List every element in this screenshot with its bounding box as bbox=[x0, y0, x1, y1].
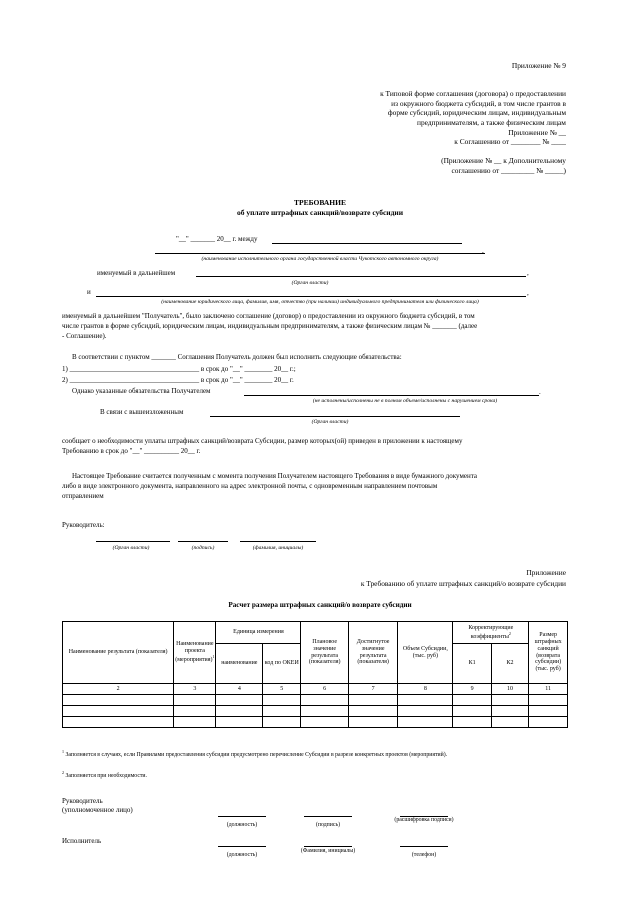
signature-line bbox=[178, 541, 228, 542]
col-number: 8 bbox=[398, 684, 453, 695]
header-block bbox=[320, 89, 566, 147]
date-line: "__" _______ 20__ г. между bbox=[176, 235, 258, 243]
col-number: 6 bbox=[301, 684, 348, 695]
paragraph-line: Требованию в срок до "__" __________ 20__ г. bbox=[62, 447, 201, 456]
col-number: 5 bbox=[263, 684, 301, 695]
hereinafter-label: именуемый в дальнейшем bbox=[97, 269, 176, 277]
signature-line bbox=[218, 846, 266, 847]
th-planned: Плановое значение результата (показателя) bbox=[301, 622, 348, 684]
table-row bbox=[63, 706, 568, 717]
paragraph-line: отправлением bbox=[62, 492, 104, 501]
col-number: 9 bbox=[453, 684, 491, 695]
not-fulfilled-label: Однако указанные обязательства Получателем bbox=[72, 387, 211, 395]
col-number: 11 bbox=[529, 684, 568, 695]
page-title: ТРЕБОВАНИЕ bbox=[294, 198, 346, 207]
table-row bbox=[63, 695, 568, 706]
bottom-head-block bbox=[62, 797, 133, 816]
signature-line bbox=[400, 846, 448, 847]
caption-recipient: (наименование юридического лица, фамилия, имя, отчество (при наличии) индивидуального предпринимателя или физического лица) bbox=[161, 299, 479, 305]
appendix-label: Приложение № 9 bbox=[511, 61, 566, 70]
col-number: 10 bbox=[491, 684, 528, 695]
paragraph-line: числе грантов в форме субсидий, юридическим лицам, индивидуальным предпринимателям, а также физическим лицам № _______ (далее bbox=[62, 322, 478, 331]
sig-caption: (подпись) bbox=[191, 545, 215, 551]
th-result: Наименование результата (показателя) bbox=[63, 622, 174, 684]
th-unit-name: наименование bbox=[216, 644, 263, 684]
annex-ref: к Требованию об уплате штрафных санкций/о возврате субсидии bbox=[360, 579, 566, 588]
paragraph-line: - Соглашение). bbox=[62, 332, 107, 341]
th-project: Наименование проекта (мероприятия)$^1$ bbox=[174, 622, 216, 684]
header-line: к Соглашению от ________ № ____ bbox=[454, 137, 566, 147]
paragraph-line: либо в виде электронного документа, направленного на адрес электронной почты, с одновременным направлением почтовым bbox=[62, 482, 438, 491]
caption-authority-name: (наименование исполнительного органа государственной власти Чукотского автономного округа) bbox=[201, 256, 439, 262]
obligation-2: 2) _____________________________________ в срок до "__" ________ 20__ г. bbox=[62, 376, 294, 384]
signature-line bbox=[240, 541, 316, 542]
bottom-head-sublabel: (уполномоченное лицо) bbox=[62, 806, 133, 815]
caption-authority-2: (Орган власти) bbox=[311, 419, 349, 425]
th-k2: К2 bbox=[491, 644, 528, 684]
col-number: 2 bbox=[63, 684, 174, 695]
sig-caption: (должность) bbox=[226, 852, 258, 858]
paragraph-line: именуемый в дальнейшем "Получатель", было заключено соглашение (договор) о предоставлении из окружного бюджета субсидий, в том bbox=[62, 312, 475, 320]
underline bbox=[244, 395, 539, 396]
calc-table bbox=[62, 621, 568, 728]
th-okei: код по ОКЕИ bbox=[263, 644, 301, 684]
th-achieved: Достигнутое значение результата (показателя) bbox=[348, 622, 397, 684]
table-row bbox=[63, 717, 568, 728]
underline bbox=[196, 276, 526, 277]
obligation-1: 1) _____________________________________ в срок до "__" ________ 20__ г.; bbox=[62, 365, 296, 373]
sig-caption: (фамилия, инициалы) bbox=[252, 545, 304, 551]
sig-caption: (подпись) bbox=[315, 822, 341, 828]
header-line: предпринимателям, а также физическим лицам bbox=[417, 117, 566, 127]
underline bbox=[272, 243, 462, 244]
signature-line bbox=[218, 816, 266, 817]
obligations-intro: В соответствии с пунктом _______ Соглашения Получатель должен был исполнить следующие обязательства: bbox=[72, 353, 402, 361]
footnote-2: $^2$ Заполняется при необходимости. bbox=[62, 770, 147, 779]
caption-not-fulfilled: (не исполнены/исполнены не в полном объеме/исполнены с нарушением срока) bbox=[312, 398, 498, 404]
page-subtitle: об уплате штрафных санкций/возврате субсидии bbox=[236, 208, 404, 217]
sig-caption: (расшифровка подписи) bbox=[394, 817, 454, 823]
underline bbox=[96, 296, 526, 297]
caption-authority: (Орган власти) bbox=[291, 280, 329, 286]
in-connection-label: В связи с вышеизложенным bbox=[100, 408, 184, 416]
th-volume: Объем Субсидии, (тыс. руб) bbox=[398, 622, 453, 684]
received-paragraph bbox=[62, 471, 577, 501]
annex-label: Приложение bbox=[526, 568, 566, 577]
header-line: Приложение № __ bbox=[508, 127, 566, 137]
th-penalty: Размер штрафных санкций (возврата субсидии) (тыс. руб) bbox=[529, 622, 568, 684]
sig-caption: (должность) bbox=[226, 822, 258, 828]
col-number: 3 bbox=[174, 684, 216, 695]
sig-caption: (телефон) bbox=[411, 852, 437, 858]
table-number-row bbox=[63, 684, 568, 695]
paragraph-line: сообщает о необходимости уплаты штрафных санкций/возврата Субсидии, размер которых(ой) приведен в приложении к настоящему bbox=[62, 437, 463, 445]
col-number: 7 bbox=[348, 684, 397, 695]
header-line: к Типовой форме соглашения (договора) о предоставлении bbox=[380, 89, 566, 98]
footnote-1: $^1$ Заполняется в случаях, если Правилами предоставления субсидии предусмотрено перечисление Субсидии в разрезе конкретных проектов (мероприятий). bbox=[62, 749, 448, 758]
sig-caption: (Фамилия, инициалы) bbox=[300, 848, 356, 854]
agreement-paragraph bbox=[62, 311, 572, 341]
th-coef-group: Корректирующие коэффициенты$^2$ bbox=[453, 622, 529, 644]
header-additional bbox=[320, 156, 566, 175]
col-number: 4 bbox=[216, 684, 263, 695]
underline bbox=[210, 416, 460, 417]
signature-line bbox=[304, 816, 352, 817]
paragraph-line: Настоящее Требование считается полученным с момента получения Получателем настоящего Требования в виде бумажного документа bbox=[72, 472, 477, 480]
header-line: (Приложение № __ к Дополнительному bbox=[441, 156, 566, 165]
header-line: соглашению от _________ № _____) bbox=[451, 165, 566, 175]
sig-caption: (Орган власти) bbox=[112, 545, 150, 551]
executor-label: Исполнитель bbox=[62, 837, 102, 845]
notify-paragraph bbox=[62, 436, 572, 456]
signature-line bbox=[304, 846, 352, 847]
underline bbox=[155, 253, 485, 254]
and-label: и bbox=[87, 288, 91, 296]
table-title: Расчет размера штрафных санкций/о возврате субсидии bbox=[228, 601, 412, 609]
th-unit-group: Единица измерения bbox=[216, 622, 301, 644]
header-line: из окружного бюджета субсидий, в том числе грантов в bbox=[391, 98, 566, 108]
signature-line bbox=[96, 541, 170, 542]
head-label: Руководитель: bbox=[62, 521, 105, 529]
bottom-head-label: Руководитель bbox=[62, 797, 103, 805]
header-line: форме субсидий, юридическим лицам, индивидуальным bbox=[387, 108, 566, 118]
th-k1: К1 bbox=[453, 644, 491, 684]
